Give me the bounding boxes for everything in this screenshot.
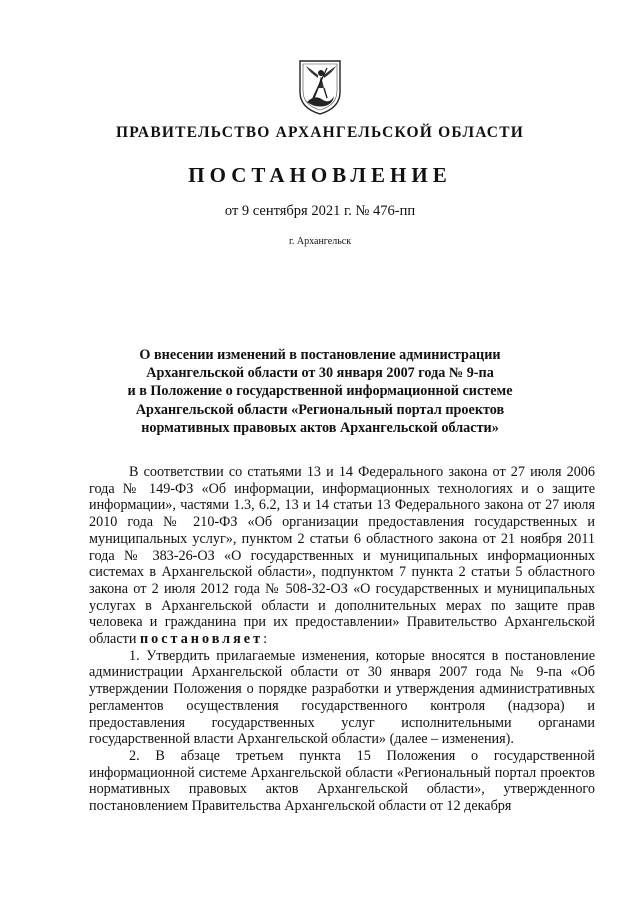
document-city: г. Архангельск bbox=[288, 236, 352, 247]
document-title bbox=[80, 346, 560, 437]
coat-of-arms-emblem bbox=[297, 58, 343, 116]
document-body bbox=[89, 464, 595, 815]
title-line: нормативных правовых актов Архангельской области» bbox=[141, 419, 499, 436]
title-line: Архангельской области от 30 января 2007 года № 9-па bbox=[146, 365, 494, 382]
government-name: ПРАВИТЕЛЬСТВО АРХАНГЕЛЬСКОЙ ОБЛАСТИ bbox=[115, 124, 524, 141]
preamble-paragraph bbox=[89, 464, 595, 648]
preamble-text: В соответствии со статьями 13 и 14 Федерального закона от 27 июля 2006 года № 149-ФЗ «Об информации, информационных технологиях и о защите информации», частями 1.3, 6.2, 13 и 14 статьи 13 Федерального закона от 27 июля 2010 года № 210-ФЗ «Об организации предоставления государственных и муниципальных услуг», пунктом 2 статьи 6 областного закона от 21 ноября 2011 года № 383-26-ОЗ «О государственных и муниципальных информационных системах в Архангельской области», подпунктом 7 пункта 2 статьи 5 областного закона от 2 июля 2012 года № 508-32-ОЗ «О государственных и муниципальных услугах в Архангельской области и дополнительных мерах по защите прав человека и гражданина при их предоставлении» Правительство Архангельской области bbox=[89, 464, 595, 648]
title-line: О внесении изменений в постановление администрации bbox=[139, 347, 501, 363]
clause-2-paragraph: 2. В абзаце третьем пункта 15 Положения о государственной информационной системе Архангельской области «Региональный портал проектов нормативных правовых актов Архангельской области», утвержденного постановлением Правительства Архангельской области от 12 декабря bbox=[89, 747, 595, 815]
document-date-number: от 9 сентября 2021 г. № 476-пп bbox=[224, 203, 416, 219]
clause-1-paragraph: 1. Утвердить прилагаемые изменения, которые вносятся в постановление администрации Архангельской области от 30 января 2007 года № 9-па «Об утверждении Положения о порядке разработки и утверждения административных регламентов осуществления государственного контроля (надзора) и предоставления государственных услуг исполнительными органами государственной власти Архангельской области» (далее – изменения). bbox=[89, 647, 595, 748]
preamble-end: : bbox=[263, 631, 268, 648]
resolution-keyword: постановляет bbox=[139, 631, 264, 648]
document-type-heading: ПОСТАНОВЛЕНИЕ bbox=[188, 163, 452, 187]
title-line: и в Положение о государственной информационной системе bbox=[127, 383, 513, 400]
title-line: Архангельской области «Региональный портал проектов bbox=[135, 401, 505, 418]
